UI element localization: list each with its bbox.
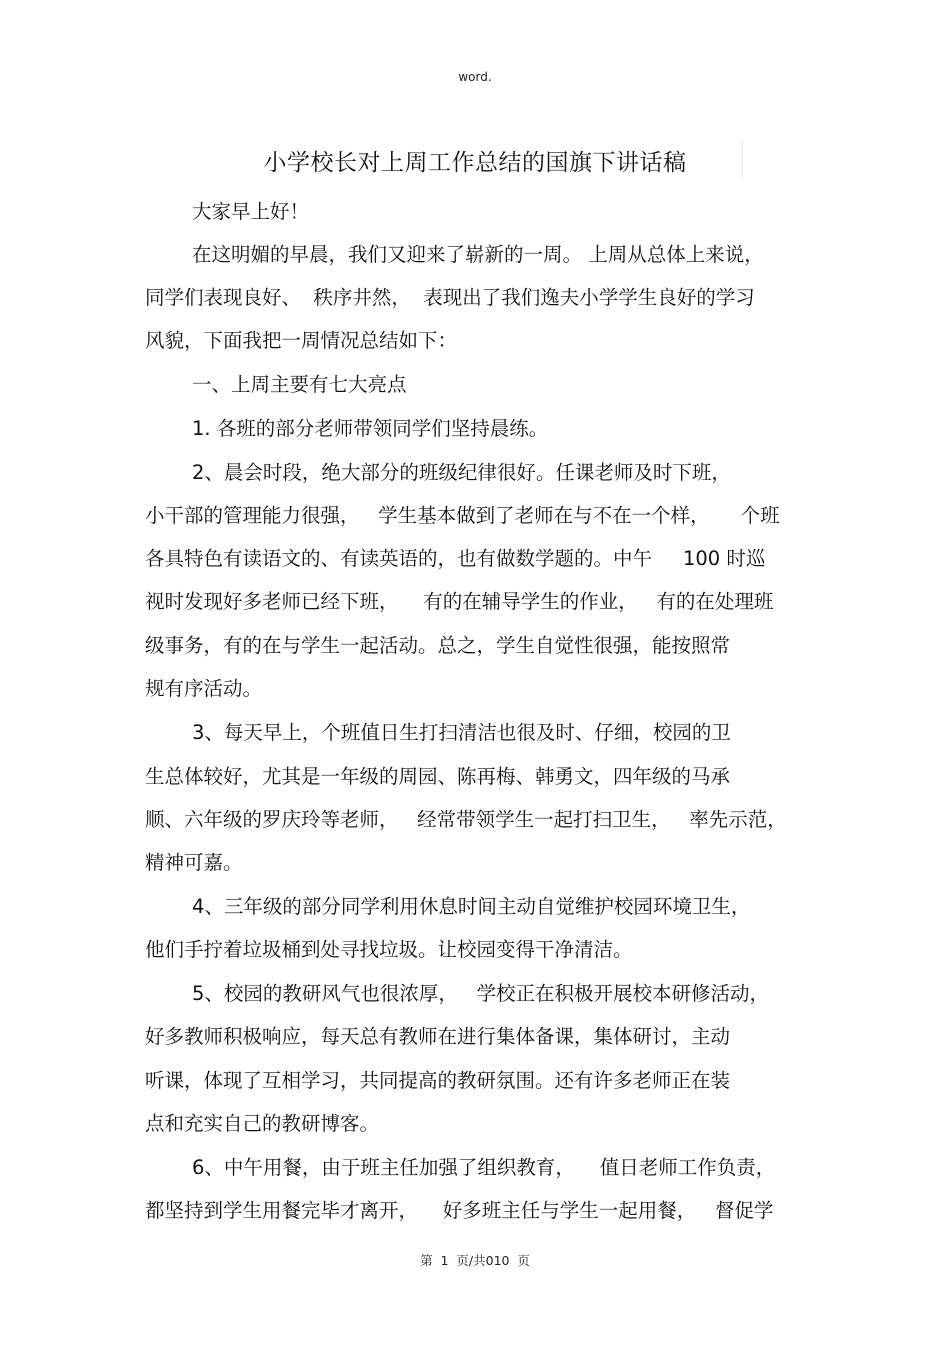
text-line: 2、晨会时段，绝大部分的班级纪律很好。任课老师及时下班， bbox=[192, 461, 731, 484]
document-title: 小学校长对上周工作总结的国旗下讲话稿 bbox=[263, 150, 687, 176]
text-line: 听课，体现了互相学习，共同提高的教研氛围。还有许多老师正在装 bbox=[145, 1069, 731, 1092]
text-line: 精神可嘉。 bbox=[145, 851, 243, 874]
text-line: 小干部的管理能力很强， 学生基本做到了老师在与不在一个样， 个班 bbox=[145, 504, 780, 527]
text-line: 在这明媚的早晨，我们又迎来了崭新的一周。 上周从总体上来说， bbox=[192, 243, 764, 266]
text-line: 视时发现好多老师已经下班， 有的在辅导学生的作业， 有的在处理班 bbox=[145, 590, 774, 613]
text-line: 顺、六年级的罗庆玲等老师， 经常带领学生一起打扫卫生， 率先示范， bbox=[145, 808, 787, 831]
text-line: 大家早上好！ bbox=[192, 200, 310, 223]
page-header: word. bbox=[458, 70, 492, 84]
text-line: 3、每天早上，个班值日生打扫清洁也很及时、仔细，校园的卫 bbox=[192, 721, 731, 744]
text-line: 6、中午用餐，由于班主任加强了组织教育， 值日老师工作负责， bbox=[192, 1156, 776, 1179]
text-line: 生总体较好，尤其是一年级的周园、陈再梅、韩勇文，四年级的马承 bbox=[145, 765, 731, 788]
text-line: 点和充实自己的教研博客。 bbox=[145, 1112, 380, 1135]
text-line: 5、校园的教研风气也很浓厚， 学校正在积极开展校本研修活动， bbox=[192, 982, 770, 1005]
text-line: 好多教师积极响应，每天总有教师在进行集体备课，集体研讨，主动 bbox=[145, 1025, 731, 1048]
text-line: 级事务，有的在与学生一起活动。总之，学生自觉性很强，能按照常 bbox=[145, 634, 731, 657]
title-divider bbox=[742, 140, 743, 178]
text-line: 1. 各班的部分老师带领同学们坚持晨练。 bbox=[192, 417, 549, 440]
text-line: 4、三年级的部分同学利用休息时间主动自觉维护校园环境卫生， bbox=[192, 895, 751, 918]
text-line: 各具特色有读语文的、有读英语的，也有做数学题的。中午 100 时巡 bbox=[145, 547, 766, 570]
text-line: 同学们表现良好、 秩序井然， 表现出了我们逸夫小学学生良好的学习 bbox=[145, 286, 755, 309]
text-line: 一、上周主要有七大亮点 bbox=[192, 373, 407, 396]
page-footer: 第 1 页/共010 页 bbox=[420, 1253, 530, 1268]
text-line: 他们手拧着垃圾桶到处寻找垃圾。让校园变得干净清洁。 bbox=[145, 938, 633, 961]
text-line: 都坚持到学生用餐完毕才离开， 好多班主任与学生一起用餐， 督促学 bbox=[145, 1199, 774, 1222]
text-line: 规有序活动。 bbox=[145, 677, 263, 700]
text-line: 风貌，下面我把一周情况总结如下： bbox=[145, 329, 458, 352]
